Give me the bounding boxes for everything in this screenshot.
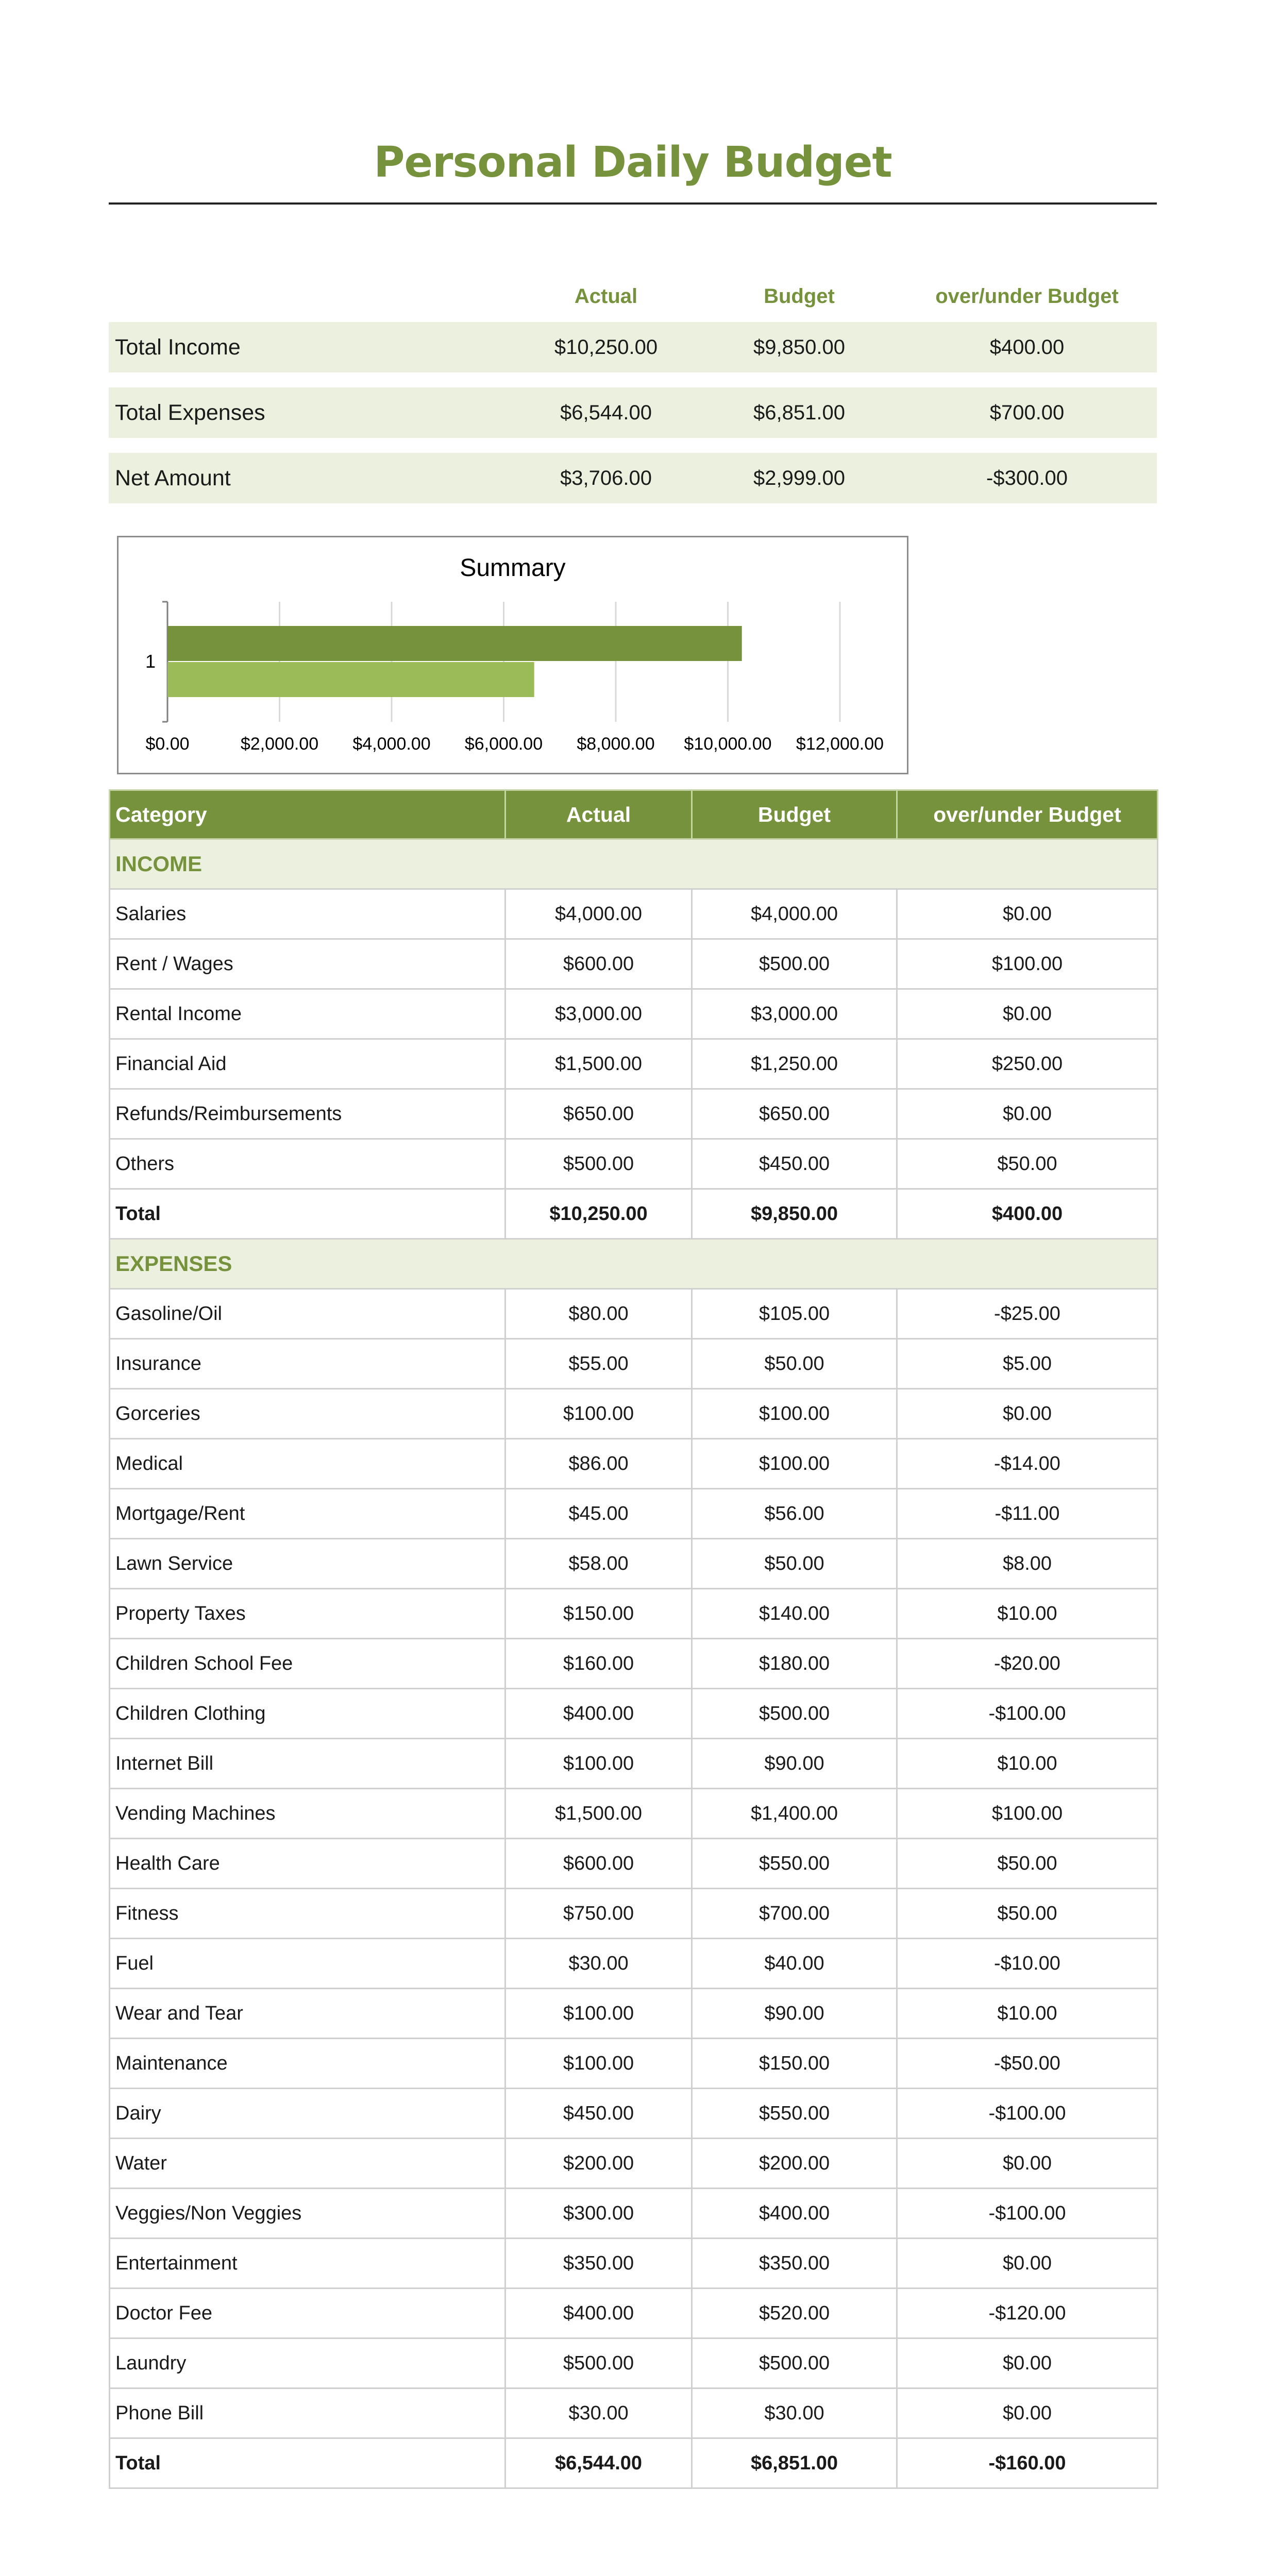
cell-budget: $500.00: [692, 2338, 897, 2388]
table-row: [110, 1339, 1158, 1389]
summary-over-under: $700.00: [989, 401, 1065, 424]
cell-category: Entertainment: [110, 2239, 505, 2289]
cell-category: Mortgage/Rent: [110, 1489, 505, 1539]
cell-over-under: $250.00: [897, 1039, 1158, 1089]
table-row: [110, 1889, 1158, 1939]
cell-category: Refunds/Reimbursements: [110, 1089, 505, 1139]
cell-budget: $450.00: [692, 1139, 897, 1189]
cell-budget: $90.00: [692, 1989, 897, 2039]
cell-over-under: $0.00: [897, 1089, 1158, 1139]
cell-budget: $50.00: [692, 1339, 897, 1389]
cell-budget: $105.00: [692, 1289, 897, 1339]
summary-label: Net Amount: [115, 466, 231, 490]
cell-actual: $1,500.00: [505, 1789, 692, 1839]
cell-over-under: $10.00: [897, 1989, 1158, 2039]
cell-actual: $1,500.00: [505, 1039, 692, 1089]
cell-category: Children School Fee: [110, 1639, 505, 1689]
cell-budget: $350.00: [692, 2239, 897, 2289]
cell-budget: $50.00: [692, 1539, 897, 1589]
cell-category: Veggies/Non Veggies: [110, 2189, 505, 2239]
cell-category: Total: [110, 1189, 505, 1239]
cell-category: Phone Bill: [110, 2388, 505, 2438]
cell-actual: $45.00: [505, 1489, 692, 1539]
cell-budget: $56.00: [692, 1489, 897, 1539]
cell-budget: $6,851.00: [692, 2438, 897, 2488]
cell-budget: $3,000.00: [692, 989, 897, 1039]
table-total-row: [110, 1189, 1158, 1239]
cell-actual: $4,000.00: [505, 889, 692, 939]
cell-category: Insurance: [110, 1339, 505, 1389]
cell-budget: $1,250.00: [692, 1039, 897, 1089]
cell-category: Wear and Tear: [110, 1989, 505, 2039]
cell-category: Doctor Fee: [110, 2289, 505, 2338]
cell-budget: $1,400.00: [692, 1789, 897, 1839]
table-row: [110, 2089, 1158, 2139]
cell-actual: $600.00: [505, 1839, 692, 1889]
table-row: [110, 1739, 1158, 1789]
cell-category: Maintenance: [110, 2039, 505, 2089]
table-row: [110, 1589, 1158, 1639]
summary-row-net-amount: [109, 453, 1157, 503]
cell-category: Water: [110, 2139, 505, 2189]
cell-actual: $30.00: [505, 1939, 692, 1989]
table-body: [110, 839, 1158, 2488]
cell-budget: $140.00: [692, 1589, 897, 1639]
cell-over-under: $5.00: [897, 1339, 1158, 1389]
table-row: [110, 1789, 1158, 1839]
table-row: [110, 1139, 1158, 1189]
section-label: INCOME: [110, 839, 1158, 889]
table-row: [110, 1939, 1158, 1989]
cell-actual: $500.00: [505, 2338, 692, 2388]
cell-actual: $300.00: [505, 2189, 692, 2239]
cell-over-under: $400.00: [897, 1189, 1158, 1239]
table-header-row: [110, 790, 1158, 839]
cell-category: Total: [110, 2438, 505, 2488]
table-row: [110, 889, 1158, 939]
cell-over-under: -$20.00: [897, 1639, 1158, 1689]
chart-x-tick-label: $4,000.00: [352, 734, 431, 754]
cell-over-under: -$14.00: [897, 1439, 1158, 1489]
cell-budget: $100.00: [692, 1389, 897, 1439]
summary-header: [109, 281, 1157, 312]
table-row: [110, 2239, 1158, 2289]
cell-over-under: -$10.00: [897, 1939, 1158, 1989]
summary-row-total-income: [109, 322, 1157, 372]
cell-actual: $58.00: [505, 1539, 692, 1589]
table-row: [110, 1989, 1158, 2039]
cell-over-under: $0.00: [897, 1389, 1158, 1439]
table-row: [110, 2388, 1158, 2438]
cell-budget: $520.00: [692, 2289, 897, 2338]
cell-actual: $30.00: [505, 2388, 692, 2438]
cell-category: Gasoline/Oil: [110, 1289, 505, 1339]
cell-category: Medical: [110, 1439, 505, 1489]
chart-bar: [167, 662, 534, 697]
cell-actual: $750.00: [505, 1889, 692, 1939]
cell-actual: $86.00: [505, 1439, 692, 1489]
chart-x-tick-label: $12,000.00: [796, 734, 884, 754]
chart-x-tick-label: $6,000.00: [464, 734, 543, 754]
cell-budget: $90.00: [692, 1739, 897, 1789]
cell-actual: $6,544.00: [505, 2438, 692, 2488]
cell-budget: $150.00: [692, 2039, 897, 2089]
cell-category: Property Taxes: [110, 1589, 505, 1639]
summary-header-actual: Actual: [574, 285, 638, 308]
cell-actual: $350.00: [505, 2239, 692, 2289]
cell-actual: $650.00: [505, 1089, 692, 1139]
table-row: [110, 1839, 1158, 1889]
summary-actual: $6,544.00: [560, 401, 652, 424]
header-budget: Budget: [692, 790, 897, 839]
cell-over-under: -$25.00: [897, 1289, 1158, 1339]
summary-budget: $2,999.00: [753, 467, 845, 489]
summary-chart: [117, 536, 908, 774]
budget-table: [109, 789, 1158, 2489]
table-row: [110, 2039, 1158, 2089]
cell-budget: $30.00: [692, 2388, 897, 2438]
cell-actual: $400.00: [505, 2289, 692, 2338]
cell-category: Fitness: [110, 1889, 505, 1939]
cell-category: Dairy: [110, 2089, 505, 2139]
cell-budget: $700.00: [692, 1889, 897, 1939]
cell-category: Salaries: [110, 889, 505, 939]
table-row: [110, 1639, 1158, 1689]
table-row: [110, 1489, 1158, 1539]
table-row: [110, 2338, 1158, 2388]
cell-category: Rent / Wages: [110, 939, 505, 989]
cell-over-under: $50.00: [897, 1839, 1158, 1889]
cell-actual: $150.00: [505, 1589, 692, 1639]
section-income: [110, 839, 1158, 889]
cell-over-under: -$11.00: [897, 1489, 1158, 1539]
summary-label: Total Income: [115, 335, 241, 360]
cell-budget: $500.00: [692, 939, 897, 989]
summary-label: Total Expenses: [115, 400, 265, 425]
table-row: [110, 1389, 1158, 1439]
cell-actual: $80.00: [505, 1289, 692, 1339]
header-over-under: over/under Budget: [897, 790, 1158, 839]
cell-budget: $180.00: [692, 1639, 897, 1689]
cell-over-under: -$100.00: [897, 2189, 1158, 2239]
cell-actual: $500.00: [505, 1139, 692, 1189]
chart-x-tick-label: $10,000.00: [684, 734, 772, 754]
cell-category: Fuel: [110, 1939, 505, 1989]
cell-actual: $600.00: [505, 939, 692, 989]
table-row: [110, 1039, 1158, 1089]
cell-over-under: $50.00: [897, 1139, 1158, 1189]
cell-actual: $400.00: [505, 1689, 692, 1739]
chart-x-tick-label: $8,000.00: [577, 734, 655, 754]
header-actual: Actual: [505, 790, 692, 839]
cell-over-under: $100.00: [897, 1789, 1158, 1839]
summary-header-budget: Budget: [764, 285, 835, 308]
cell-over-under: $10.00: [897, 1589, 1158, 1639]
cell-budget: $4,000.00: [692, 889, 897, 939]
page-title: Personal Daily Budget: [374, 138, 892, 187]
cell-actual: $160.00: [505, 1639, 692, 1689]
cell-budget: $550.00: [692, 1839, 897, 1889]
cell-budget: $650.00: [692, 1089, 897, 1139]
cell-budget: $500.00: [692, 1689, 897, 1739]
cell-actual: $450.00: [505, 2089, 692, 2139]
table-row: [110, 2289, 1158, 2338]
chart-x-tick-label: $0.00: [145, 734, 190, 754]
summary-chart-svg: [119, 537, 907, 773]
cell-over-under: $0.00: [897, 989, 1158, 1039]
cell-over-under: -$100.00: [897, 2089, 1158, 2139]
summary-budget: $9,850.00: [753, 336, 845, 359]
cell-over-under: $0.00: [897, 2338, 1158, 2388]
chart-bar: [167, 626, 742, 661]
cell-over-under: $8.00: [897, 1539, 1158, 1589]
chart-title: Summary: [460, 554, 566, 582]
cell-category: Vending Machines: [110, 1789, 505, 1839]
cell-over-under: $0.00: [897, 2388, 1158, 2438]
cell-budget: $550.00: [692, 2089, 897, 2139]
cell-over-under: -$50.00: [897, 2039, 1158, 2089]
cell-actual: $100.00: [505, 1989, 692, 2039]
summary-over-under: -$300.00: [986, 467, 1068, 489]
table-row: [110, 2189, 1158, 2239]
cell-actual: $100.00: [505, 1739, 692, 1789]
summary-actual: $10,250.00: [554, 336, 658, 359]
summary-actual: $3,706.00: [560, 467, 652, 489]
cell-over-under: $0.00: [897, 889, 1158, 939]
cell-category: Financial Aid: [110, 1039, 505, 1089]
cell-category: Others: [110, 1139, 505, 1189]
cell-budget: $100.00: [692, 1439, 897, 1489]
summary-row-total-expenses: [109, 387, 1157, 438]
table-row: [110, 1089, 1158, 1139]
table-row: [110, 1539, 1158, 1589]
cell-actual: $55.00: [505, 1339, 692, 1389]
cell-over-under: $0.00: [897, 2239, 1158, 2289]
cell-over-under: $50.00: [897, 1889, 1158, 1939]
chart-y-category-label: 1: [145, 651, 156, 672]
cell-actual: $100.00: [505, 1389, 692, 1439]
cell-budget: $400.00: [692, 2189, 897, 2239]
cell-budget: $200.00: [692, 2139, 897, 2189]
table-row: [110, 1289, 1158, 1339]
section-label: EXPENSES: [110, 1239, 1158, 1289]
cell-category: Internet Bill: [110, 1739, 505, 1789]
cell-category: Rental Income: [110, 989, 505, 1039]
table-row: [110, 939, 1158, 989]
cell-budget: $40.00: [692, 1939, 897, 1989]
cell-actual: $10,250.00: [505, 1189, 692, 1239]
cell-category: Health Care: [110, 1839, 505, 1889]
title-divider: [109, 202, 1157, 205]
summary-budget: $6,851.00: [753, 401, 845, 424]
cell-category: Laundry: [110, 2338, 505, 2388]
summary-over-under: $400.00: [989, 336, 1065, 359]
cell-category: Gorceries: [110, 1389, 505, 1439]
table-row: [110, 989, 1158, 1039]
cell-over-under: -$120.00: [897, 2289, 1158, 2338]
table-row: [110, 1439, 1158, 1489]
cell-over-under: $10.00: [897, 1739, 1158, 1789]
cell-actual: $100.00: [505, 2039, 692, 2089]
section-expenses: [110, 1239, 1158, 1289]
table-row: [110, 2139, 1158, 2189]
cell-over-under: $0.00: [897, 2139, 1158, 2189]
cell-budget: $9,850.00: [692, 1189, 897, 1239]
cell-actual: $200.00: [505, 2139, 692, 2189]
cell-over-under: -$100.00: [897, 1689, 1158, 1739]
cell-over-under: $100.00: [897, 939, 1158, 989]
cell-actual: $3,000.00: [505, 989, 692, 1039]
header-category: Category: [110, 790, 505, 839]
cell-over-under: -$160.00: [897, 2438, 1158, 2488]
cell-category: Lawn Service: [110, 1539, 505, 1589]
table-row: [110, 1689, 1158, 1739]
summary-header-over-under: over/under Budget: [935, 285, 1119, 308]
cell-category: Children Clothing: [110, 1689, 505, 1739]
table-total-row: [110, 2438, 1158, 2488]
chart-x-tick-label: $2,000.00: [240, 734, 319, 754]
